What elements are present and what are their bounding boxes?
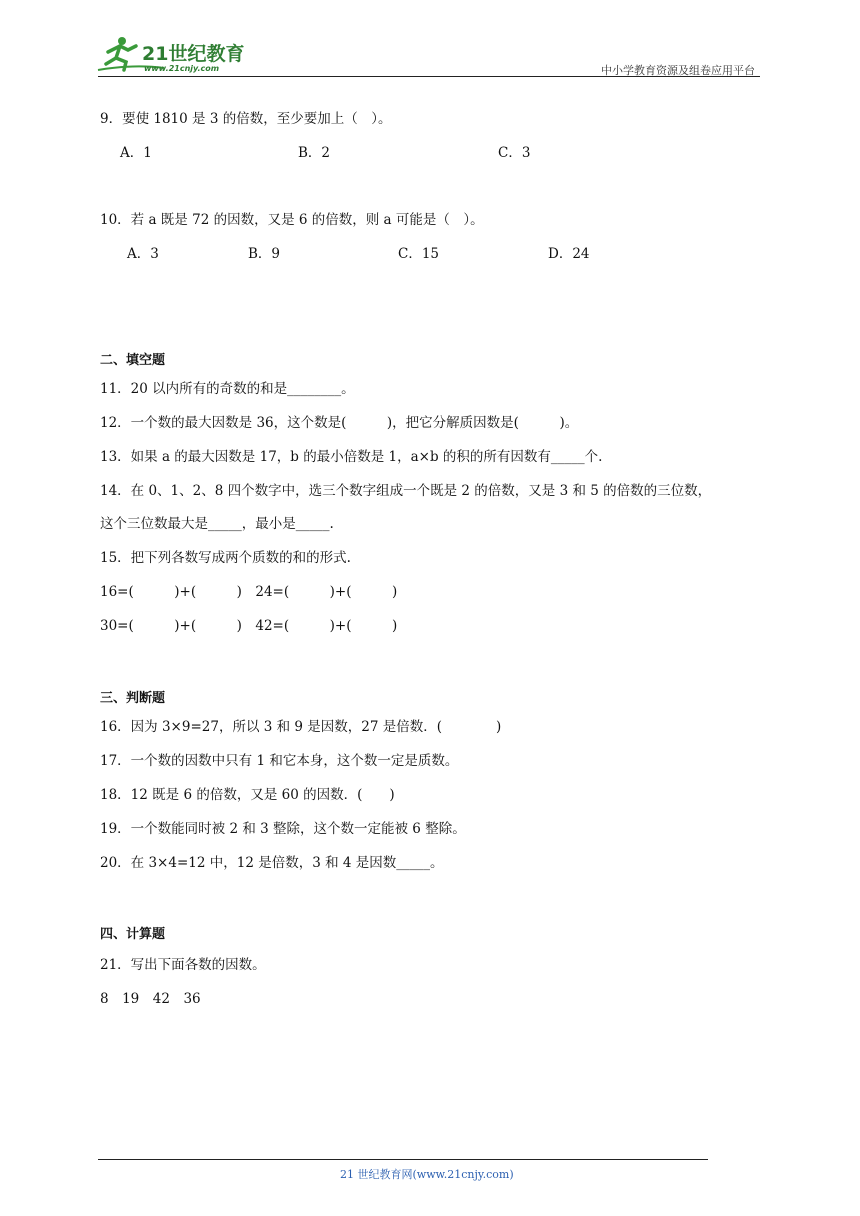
question-10: 10．若 a 既是 72 的因数，又是 6 的倍数，则 a 可能是（ ）。 bbox=[100, 212, 484, 228]
question-11: 11．20 以内所有的奇数的和是________。 bbox=[100, 381, 355, 397]
q10-option-c: C．15 bbox=[398, 246, 440, 262]
question-21-numbers: 8 19 42 36 bbox=[100, 991, 201, 1007]
header-platform-text: 中小学教育资源及组卷应用平台 bbox=[601, 64, 755, 77]
footer-divider bbox=[98, 1159, 708, 1160]
section-judgement-title: 三、判断题 bbox=[100, 691, 166, 706]
q9-option-b: B．2 bbox=[298, 145, 331, 161]
logo-url-text: www.21cnjy.com bbox=[144, 64, 220, 73]
q10-option-d: D．24 bbox=[548, 246, 590, 262]
section-calculation-title: 四、计算题 bbox=[100, 927, 166, 942]
question-21: 21．写出下面各数的因数。 bbox=[100, 957, 266, 973]
q10-option-b: B．9 bbox=[248, 246, 281, 262]
question-17: 17．一个数的因数中只有 1 和它本身，这个数一定是质数。 bbox=[100, 753, 459, 769]
site-logo bbox=[94, 34, 274, 74]
question-13: 13．如果 a 的最大因数是 17，b 的最小倍数是 1，a×b 的积的所有因数有_____个. bbox=[100, 449, 603, 465]
question-9: 9．要使 1810 是 3 的倍数，至少要加上（ ）。 bbox=[100, 111, 392, 127]
header-divider bbox=[98, 76, 760, 77]
question-12: 12．一个数的最大因数是 36，这个数是( )，把它分解质因数是( )。 bbox=[100, 415, 579, 431]
footer-site-text: 21 世纪教育网(www.21cnjy.com) bbox=[340, 1168, 514, 1181]
question-16: 16．因为 3×9=27，所以 3 和 9 是因数，27 是倍数．( ) bbox=[100, 719, 502, 735]
question-15-row-2: 30=( )+( ) 42=( )+( ) bbox=[100, 618, 398, 634]
question-20: 20．在 3×4=12 中，12 是倍数，3 和 4 是因数_____。 bbox=[100, 855, 444, 871]
question-14-line-1: 14．在 0、1、2、8 四个数字中，选三个数字组成一个既是 2 的倍数，又是 3 和 5 的倍数的三位数， bbox=[100, 483, 712, 499]
q10-option-a: A．3 bbox=[127, 246, 159, 262]
q9-option-a: A．1 bbox=[120, 145, 152, 161]
question-15-row-1: 16=( )+( ) 24=( )+( ) bbox=[100, 584, 398, 600]
question-15: 15．把下列各数写成两个质数的和的形式. bbox=[100, 550, 351, 566]
question-19: 19．一个数能同时被 2 和 3 整除，这个数一定能被 6 整除。 bbox=[100, 821, 466, 837]
question-18: 18．12 既是 6 的倍数，又是 60 的因数．( ) bbox=[100, 787, 395, 803]
q9-option-c: C．3 bbox=[498, 145, 531, 161]
question-14-line-2: 这个三位数最大是_____，最小是_____. bbox=[100, 516, 334, 532]
logo-main-text: 21世纪教育 bbox=[142, 43, 245, 65]
section-fill-blank-title: 二、填空题 bbox=[100, 353, 166, 368]
